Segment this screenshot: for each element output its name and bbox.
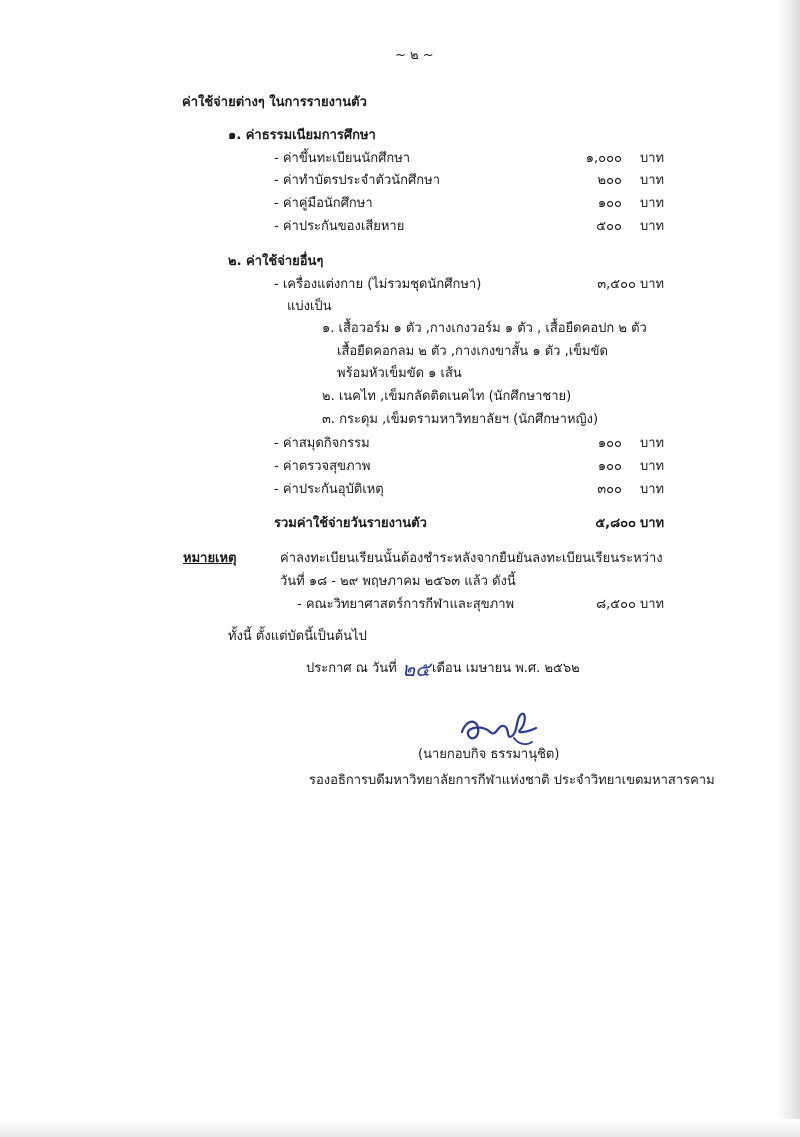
uniform-sub1-cont: เสื้อยืดคอกลม ๒ ตัว ,กางเกงขาสั้น ๑ ตัว ,เข็มขัด (337, 344, 608, 359)
uniform-sub1: ๑. เสื้อวอร์ม ๑ ตัว ,กางเกงวอร์ม ๑ ตัว , เสื้อยืดคอปก ๒ ตัว (322, 321, 647, 336)
remark-line: ค่าลงทะเบียนเรียนนั้นต้องชำระหลังจากยืนยันลงทะเบียนเรียนระหว่าง (280, 551, 663, 566)
split-label: แบ่งเป็น (287, 299, 332, 314)
section2-item-amount: ๓๐๐ (597, 482, 622, 497)
uniform-sub2: ๒. เนคไท ,เข็มกลัดติดเนคไท (นักศึกษาชาย) (322, 389, 572, 404)
section2-item-unit: บาท (640, 482, 665, 497)
section1-item-unit: บาท (640, 173, 665, 188)
announce-prefix: ประกาศ ณ วันที่ (306, 661, 397, 676)
total-amount: ๕,๘๐๐ (595, 516, 636, 531)
document-heading: ค่าใช้จ่ายต่างๆ ในการรายงานตัว (182, 95, 367, 110)
section1-item-unit: บาท (640, 196, 665, 211)
uniform-amount: ๓,๕๐๐ (597, 277, 636, 292)
total-label: รวมค่าใช้จ่ายวันรายงานตัว (274, 516, 427, 531)
section1-item-amount: ๑,๐๐๐ (585, 151, 622, 166)
section2-item-unit: บาท (640, 436, 665, 451)
section1-item-amount: ๕๐๐ (596, 219, 622, 234)
scan-edge-shadow (0, 1119, 800, 1137)
section2-item-unit: บาท (640, 459, 665, 474)
section1-item-label: - ค่าทำบัตรประจำตัวนักศึกษา (274, 173, 440, 188)
section1-item-label: - ค่าประกันของเสียหาย (274, 219, 405, 234)
section1-item-label: - ค่าขึ้นทะเบียนนักศึกษา (274, 151, 411, 166)
announce-day-handwritten: ๒๕ (402, 657, 431, 681)
section1-item-label: - ค่าคู่มือนักศึกษา (274, 196, 373, 211)
uniform-sub3: ๓. กระดุม ,เข็มตรามหาวิทยาลัยฯ (นักศึกษาหญิง) (322, 412, 599, 427)
section1-title: ๑. ค่าธรรมเนียมการศึกษา (228, 128, 376, 143)
uniform-label: - เครื่องแต่งกาย (ไม่รวมชุดนักศึกษา) (274, 277, 482, 292)
total-unit: บาท (640, 516, 665, 531)
signature-mark (456, 702, 546, 750)
section1-item-unit: บาท (640, 151, 665, 166)
section2-item-label: - ค่าตรวจสุขภาพ (274, 459, 371, 474)
section1-item-amount: ๒๐๐ (597, 173, 622, 188)
remark-faculty: - คณะวิทยาศาสตร์การกีฬาและสุขภาพ (297, 597, 515, 612)
section1-item-unit: บาท (640, 219, 665, 234)
section2-item-amount: ๑๐๐ (597, 436, 622, 451)
remark-line: วันที่ ๑๘ - ๒๙ พฤษภาคม ๒๕๖๓ แล้ว ดังนี้ (280, 574, 516, 589)
remark-label: หมายเหตุ (183, 551, 237, 566)
page-number: ~ ๒ ~ (395, 48, 434, 63)
signer-position: รองอธิการบดีมหาวิทยาลัยการกีฬาแห่งชาติ ประจำวิทยาเขตมหาสารคาม (309, 773, 715, 788)
section2-item-label: - ค่าประกันอุบัติเหตุ (274, 482, 384, 497)
section2-item-amount: ๑๐๐ (597, 459, 622, 474)
scan-edge-shadow (776, 0, 800, 1137)
section1-item-amount: ๑๐๐ (597, 196, 622, 211)
section2-item-label: - ค่าสมุดกิจกรรม (274, 436, 370, 451)
remark-unit: บาท (640, 597, 665, 612)
uniform-unit: บาท (640, 277, 665, 292)
section2-title: ๒. ค่าใช้จ่ายอื่นๆ (228, 254, 324, 269)
effective-statement: ทั้งนี้ ตั้งแต่บัดนี้เป็นต้นไป (228, 629, 367, 644)
uniform-sub1-cont: พร้อมหัวเข็มขัด ๑ เส้น (337, 366, 462, 381)
announce-month: เดือน เมษายน พ.ศ. ๒๕๖๒ (432, 661, 580, 676)
remark-amount: ๘,๕๐๐ (596, 597, 636, 612)
signer-name: (นายกอบกิจ ธรรมานุชิต) (418, 747, 560, 762)
